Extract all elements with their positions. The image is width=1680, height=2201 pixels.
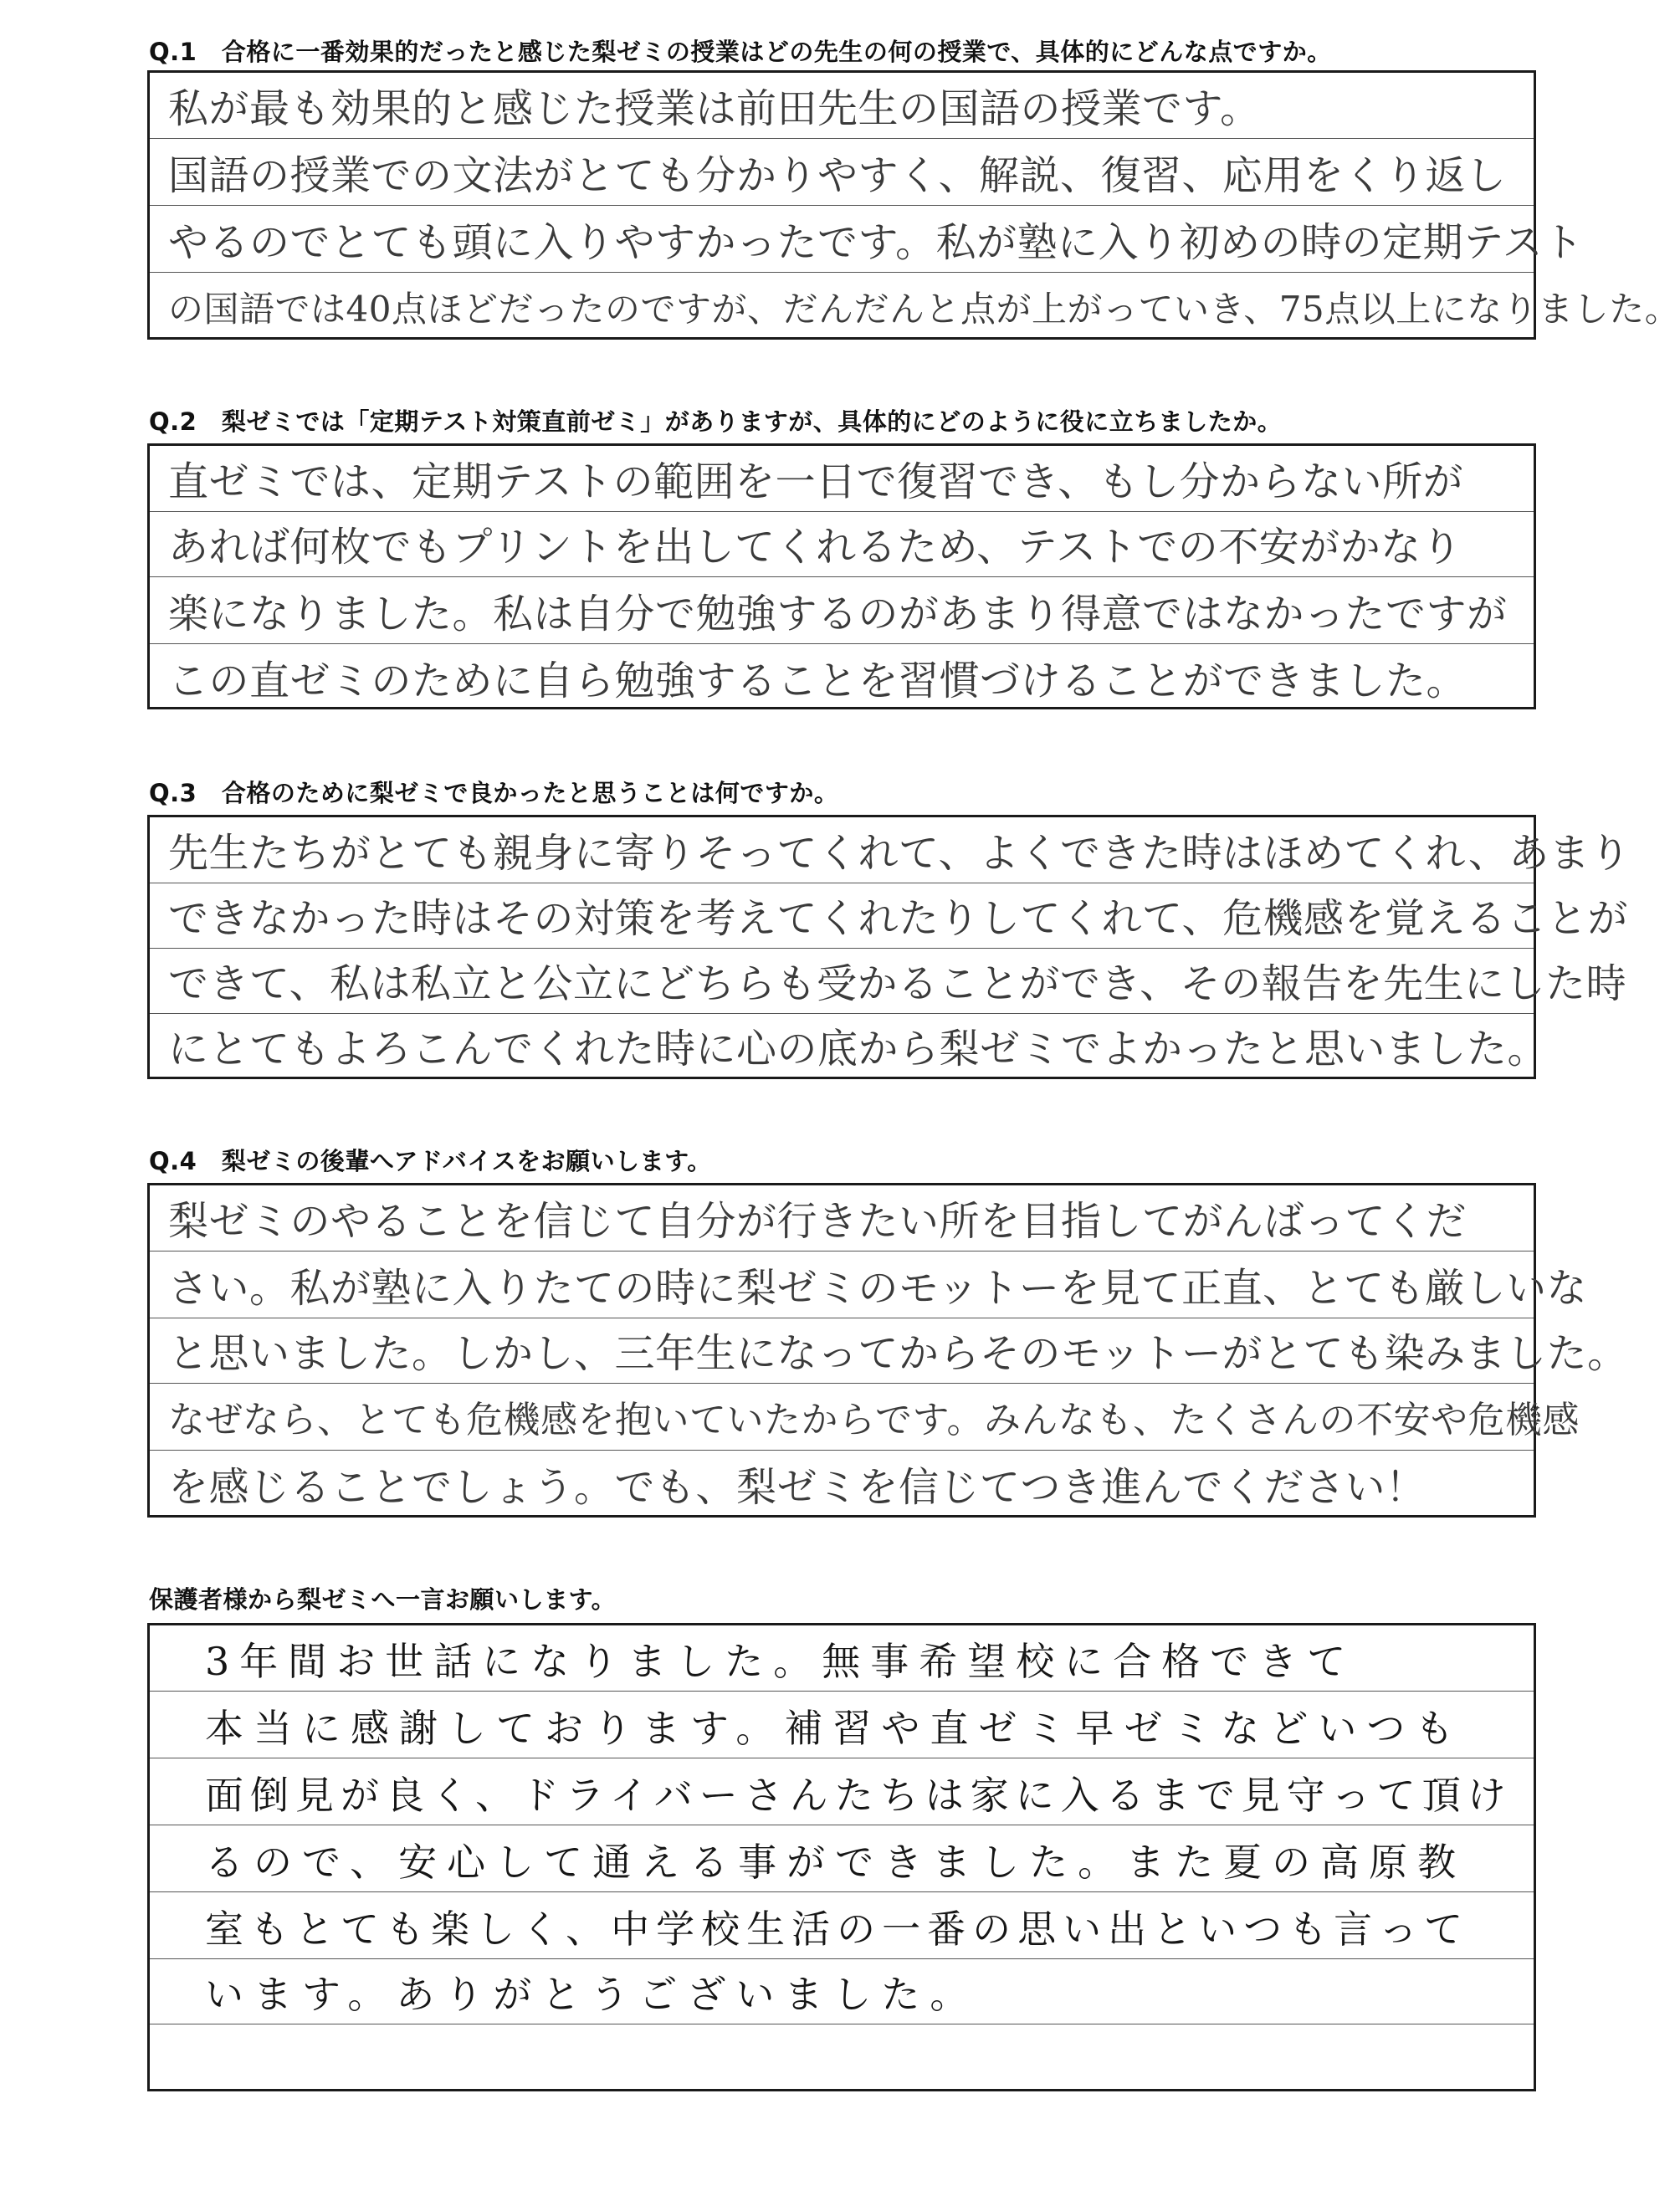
answer-box [147,1623,1536,2091]
answer-box [147,815,1631,1079]
rule-line [150,576,1534,577]
answer-line: できなかった時はその対策を考えてくれたりしてくれて、危機感を覚えることが [168,895,1629,942]
answer-line: の国語では40点ほどだったのですが、だんだんと点が上がっていき、75点以上になりました。 [168,289,1680,330]
answer-line: 梨ゼミのやることを信じて自分が行きたい所を目指してがんばってくだ [168,1198,1467,1245]
answer-line: 先生たちがとても親身に寄りそってくれて、よくできた時はほめてくれ、あまり [168,830,1631,877]
question-title: Q.2 梨ゼミでは「定期テスト対策直前ゼミ」がありますが、具体的にどのように役に立ちましたか。 [149,407,1283,436]
question-title: Q.4 梨ゼミの後輩へアドバイスをお願いします。 [149,1147,712,1175]
answer-line: この直ゼミのために自ら勉強することを習慣づけることができました。 [168,658,1467,704]
answer-line: 直ゼミでは、定期テストの範囲を一日で復習でき、もし分からない所が [168,458,1464,505]
answer-line: います。ありがとうございました。 [205,1972,979,2017]
answer-line: 面倒見が良く、ドライバーさんたちは家に入るまで見守って頂け [205,1773,1513,1818]
rule-line [150,511,1534,512]
rule-line [150,1691,1534,1692]
answer-line: なぜなら、とても危機感を抱いていたからです。みんなも、たくさんの不安や危機感 [168,1399,1580,1441]
rule-line [150,205,1534,206]
answer-line: やるのでとても頭に入りやすかったです。私が塾に入り初めの時の定期テスト [168,219,1584,266]
answer-box [147,70,1680,340]
rule-line [150,1013,1534,1014]
answer-line: 3年間お世話になりました。無事希望校に合格できて [205,1639,1356,1684]
question-title: Q.3 合格のために梨ゼミで良かったと思うことは何ですか。 [149,779,839,807]
rule-line [150,1958,1534,1959]
answer-line: あれば何枚でもプリントを出してくれるため、テストでの不安がかなり [168,524,1462,571]
rule-line [150,643,1534,644]
rule-line [150,1383,1534,1384]
answer-box [147,443,1536,709]
answer-line: 私が最も効果的と感じた授業は前田先生の国語の授業です。 [168,85,1261,132]
answer-line: 室もとても楽しく、中学校生活の一番の思い出といつも言って [205,1907,1470,1952]
answer-line: 楽になりました。私は自分で勉強するのがあまり得意ではなかったですが [168,591,1508,637]
rule-line [150,138,1534,139]
rule-line [150,1450,1534,1451]
answer-box [147,1183,1628,1518]
answer-line: 国語の授業での文法がとても分かりやすく、解説、復習、応用をくり返し [168,152,1507,199]
question-title: Q.1 合格に一番効果的だったと感じた梨ゼミの授業はどの先生の何の授業で、具体的にどんな点ですか。 [149,38,1332,66]
rule-line [150,272,1534,273]
answer-line: と思いました。しかし、三年生になってからそのモットーがとても染みました。 [168,1330,1628,1377]
answer-line: 本当に感謝しております。補習や直ゼミ早ゼミなどいつも [205,1706,1464,1751]
answer-line: できて、私は私立と公立にどちらも受かることができ、その報告を先生にした時 [168,960,1627,1007]
answer-line: にとてもよろこんでくれた時に心の底から梨ゼミでよかったと思いました。 [168,1026,1549,1072]
question-title: 保護者様から梨ゼミへ一言お願いします。 [149,1585,617,1614]
rule-line [150,948,1534,949]
rule-line [150,1891,1534,1892]
answer-line: を感じることでしょう。でも、梨ゼミを信じてつき進んでください！ [168,1464,1426,1511]
answer-line: さい。私が塾に入りたての時に梨ゼミのモットーを見て正直、とても厳しいな [168,1265,1588,1312]
answer-line: るので、安心して通える事ができました。また夏の高原教 [205,1840,1467,1885]
